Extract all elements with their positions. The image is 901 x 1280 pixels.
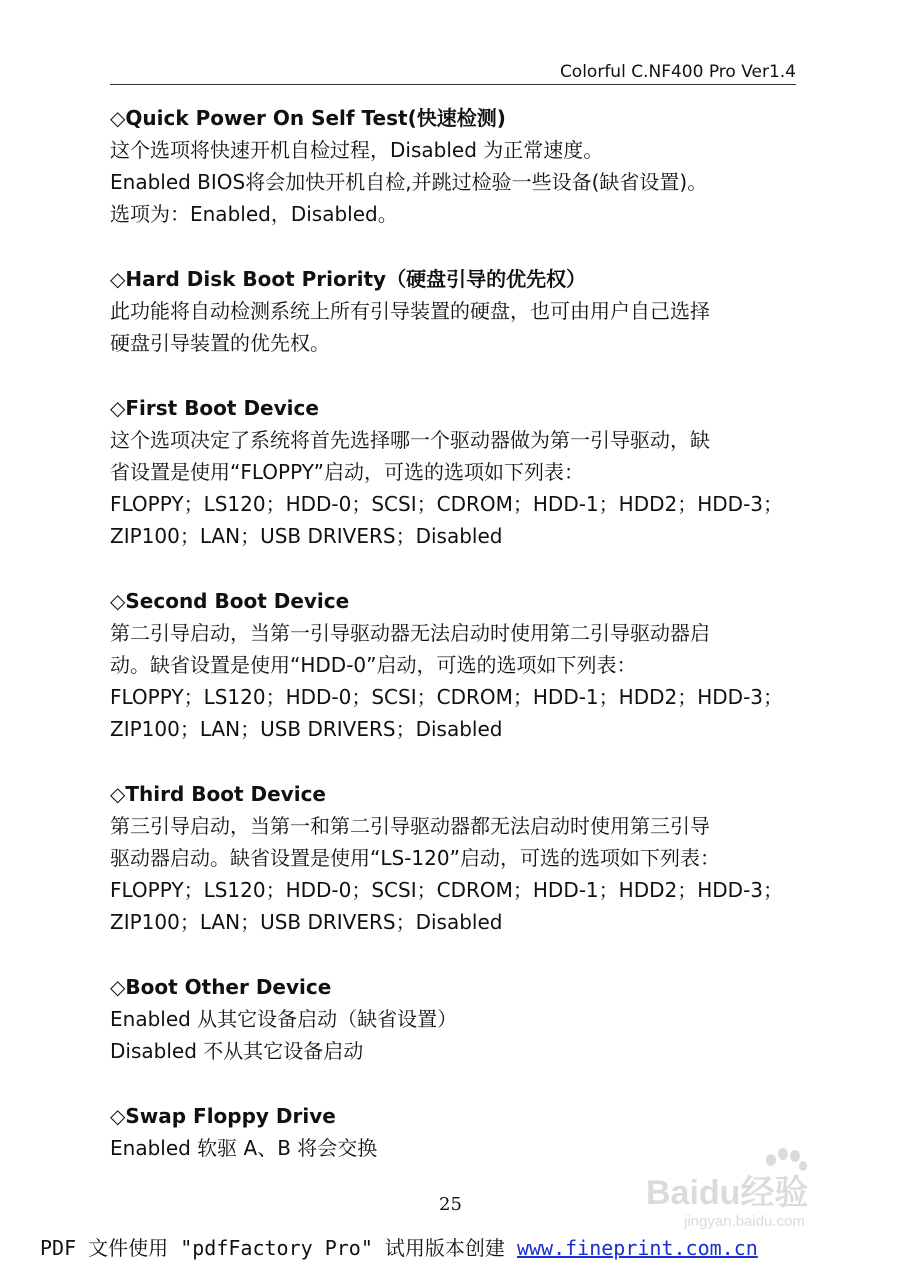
section-text: Enabled 从其它设备启动（缺省设置） Disabled 不从其它设备启动 xyxy=(110,1007,458,1063)
section-second-boot-device xyxy=(110,585,796,745)
document-body xyxy=(110,102,796,1197)
section-first-boot-device xyxy=(110,392,796,552)
section-text: 这个选项将快速开机自检过程，Disabled 为正常速度。 Enabled BIOS将会加快开机自检,并跳过检验一些设备(缺省设置)。 选项为：Enabled，Disabled。 xyxy=(110,138,708,226)
section-text: 这个选项决定了系统将首先选择哪一个驱动器做为第一引导驱动，缺 省设置是使用“FLOPPY”启动，可选的选项如下列表： FLOPPY；LS120；HDD-0；SCSI；CDROM；HDD-1；HDD2；HDD-3； ZIP100；LAN；USB DRIVERS；Disabled xyxy=(110,428,784,548)
section-heading: ◇First Boot Device xyxy=(110,396,319,420)
watermark-brand: Baidu经验 xyxy=(646,1174,809,1212)
section-heading: ◇Third Boot Device xyxy=(110,782,326,806)
section-hdd-boot-priority xyxy=(110,263,796,359)
section-text: 第三引导启动，当第一和第二引导驱动器都无法启动时使用第三引导 驱动器启动。缺省设置是使用“LS-120”启动，可选的选项如下列表： FLOPPY；LS120；HDD-0；SCSI；CDROM；HDD-1；HDD2；HDD-3； ZIP100；LAN；USB DRIVERS；Disabled xyxy=(110,814,784,934)
section-heading: ◇Hard Disk Boot Priority（硬盘引导的优先权） xyxy=(110,267,587,291)
section-boot-other-device xyxy=(110,971,796,1067)
section-quick-post xyxy=(110,102,796,230)
section-heading: ◇Boot Other Device xyxy=(110,975,332,999)
baidu-jingyan-watermark xyxy=(644,1142,854,1230)
section-text: 第二引导启动，当第一引导驱动器无法启动时使用第二引导驱动器启 动。缺省设置是使用“HDD-0”启动，可选的选项如下列表： FLOPPY；LS120；HDD-0；SCSI；CDROM；HDD-1；HDD2；HDD-3； ZIP100；LAN；USB DRIVERS；Disabled xyxy=(110,621,784,741)
section-heading: ◇Quick Power On Self Test(快速检测) xyxy=(110,106,506,130)
watermark-url: jingyan.baidu.com xyxy=(684,1213,805,1230)
section-heading: ◇Second Boot Device xyxy=(110,589,350,613)
document-header: Colorful C.NF400 Pro Ver1.4 xyxy=(559,62,796,82)
page-number: 25 xyxy=(439,1194,462,1215)
footer-link[interactable]: www.fineprint.com.cn xyxy=(516,1236,758,1260)
footer-text: PDF 文件使用 "pdfFactory Pro" 试用版本创建 xyxy=(40,1236,517,1260)
section-heading: ◇Swap Floppy Drive xyxy=(110,1104,336,1128)
header-divider xyxy=(110,84,796,85)
section-third-boot-device xyxy=(110,778,796,938)
section-text: 此功能将自动检测系统上所有引导装置的硬盘，也可由用户自己选择 硬盘引导装置的优先权。 xyxy=(110,299,710,355)
pdf-footer xyxy=(40,1232,880,1261)
section-text: Enabled 软驱 A、B 将会交换 xyxy=(110,1136,378,1160)
